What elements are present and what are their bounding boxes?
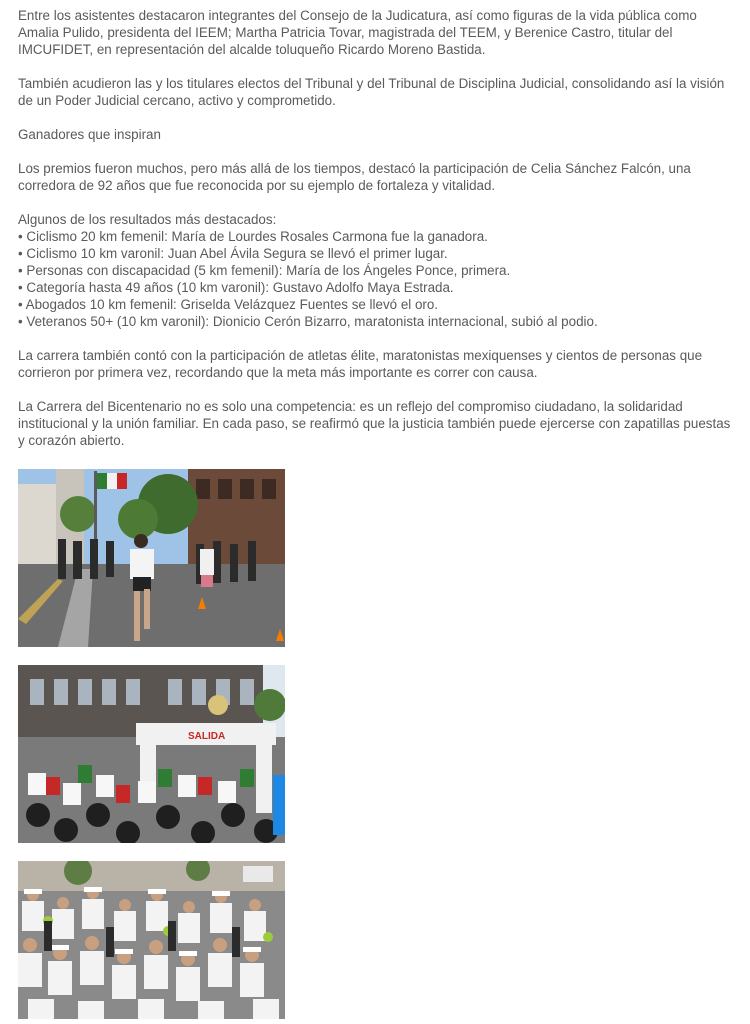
photo-cyclists-start-image: [18, 665, 285, 843]
photo-crowd-runners-image: [18, 861, 285, 1019]
photo-cyclists-start: [18, 665, 285, 843]
photo-runners-street-image: [18, 469, 285, 647]
photo-runners-street: [18, 469, 285, 647]
list-item: • Ciclismo 20 km femenil: María de Lourdes Rosales Carmona fue la ganadora.: [18, 229, 488, 244]
photo-crowd-runners: [18, 861, 285, 1019]
section-subheading: Ganadores que inspiran: [18, 127, 161, 142]
results-list: [18, 211, 733, 330]
paragraph-attendees: Entre los asistentes destacaron integrantes del Consejo de la Judicatura, así como figuras de la vida pública como Amalia Pulido, presidenta del IEEM; Martha Patricia Tovar, magistrada del TEEM, y Berenice Castro, titular del IMCUFIDET, en representación del alcalde toluqueño Ricardo Moreno Bastida.: [18, 8, 697, 57]
list-item: • Ciclismo 10 km varonil: Juan Abel Ávila Segura se llevó el primer lugar.: [18, 246, 448, 261]
paragraph-elected-officials: También acudieron las y los titulares electos del Tribunal y del Tribunal de Disciplina Judicial, consolidando así la visión de un Poder Judicial cercano, activo y comprometido.: [18, 76, 725, 108]
start-arch-label: SALIDA: [188, 731, 226, 742]
results-intro: Algunos de los resultados más destacados:: [18, 212, 277, 227]
paragraph-conclusion: La Carrera del Bicentenario no es solo una competencia: es un reflejo del compromiso ciudadano, la solidaridad institucional y la unión familiar. En cada paso, se reafirmó que la justicia también puede ejercerse con zapatillas puestas y corazón abierto.: [18, 399, 731, 448]
paragraph-celia: Los premios fueron muchos, pero más allá de los tiempos, destacó la participación de Celia Sánchez Falcón, una corredora de 92 años que fue reconocida por su ejemplo de fortaleza y vitalidad.: [18, 161, 691, 193]
list-item: • Abogados 10 km femenil: Griselda Velázquez Fuentes se llevó el oro.: [18, 297, 439, 312]
list-item: • Personas con discapacidad (5 km femenil): María de los Ángeles Ponce, primera.: [18, 263, 511, 278]
paragraph-participation: La carrera también contó con la participación de atletas élite, maratonistas mexiquenses y cientos de personas que corrieron por primera vez, recordando que la meta más importante es correr con causa.: [18, 348, 703, 380]
list-item: • Veteranos 50+ (10 km varonil): Dionicio Cerón Bizarro, maratonista internacional, subió al podio.: [18, 314, 598, 329]
list-item: • Categoría hasta 49 años (10 km varonil): Gustavo Adolfo Maya Estrada.: [18, 280, 454, 295]
article-body: [18, 7, 733, 466]
